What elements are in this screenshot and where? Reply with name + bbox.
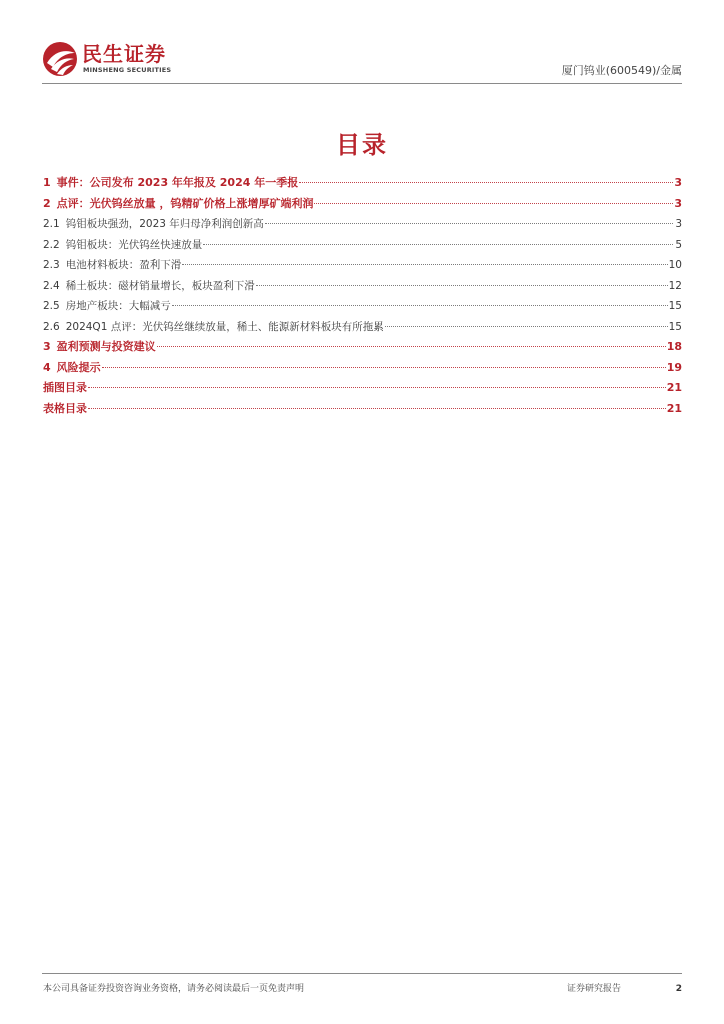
toc-leader-dots	[314, 201, 673, 204]
toc-entry-text: 点评：光伏钨丝放量 ，钨精矿价格上涨增厚矿端利润	[56, 196, 314, 210]
toc-entry-number: 2.6	[43, 320, 60, 333]
company-logo	[42, 40, 242, 80]
toc-entry-number: 2.3	[43, 259, 60, 271]
toc-entry-page: 18	[666, 340, 682, 353]
toc-entry-page: 15	[668, 300, 682, 312]
table-of-contents	[43, 173, 682, 419]
toc-entry[interactable]	[43, 276, 682, 297]
toc-entry[interactable]	[43, 296, 682, 317]
toc-entry-number: 2.1	[43, 218, 60, 230]
toc-entry-text: 盈利预测与投资建议	[56, 340, 156, 353]
toc-entry[interactable]	[43, 255, 682, 276]
toc-entry-page: 3	[674, 196, 682, 210]
toc-entry[interactable]	[43, 194, 682, 215]
toc-leader-dots	[299, 180, 673, 183]
toc-leader-dots	[182, 262, 667, 265]
toc-entry-number: 4	[43, 360, 51, 374]
logo-text-en: MINSHENG SECURITIES	[83, 66, 172, 74]
toc-entry-number: 3	[43, 340, 51, 353]
toc-entry-text: 钨钼板块强劲，2023 年归母净利润创新高	[65, 218, 264, 230]
footer-divider	[42, 973, 682, 974]
footer-doc-type: 证券研究报告	[567, 984, 622, 994]
toc-leader-dots	[102, 365, 666, 368]
toc-entry[interactable]	[43, 214, 682, 235]
toc-entry[interactable]	[43, 358, 682, 379]
toc-entry-text: 钨钼板块：光伏钨丝快速放量	[65, 238, 203, 251]
toc-entry-title	[43, 235, 202, 256]
toc-entry-page: 3	[674, 176, 682, 189]
toc-entry-page: 21	[666, 381, 682, 394]
toc-entry-number: 1	[43, 176, 51, 189]
toc-entry-text: 表格目录	[43, 401, 87, 415]
toc-leader-dots	[157, 344, 666, 347]
toc-entry[interactable]	[43, 378, 682, 399]
toc-entry[interactable]	[43, 235, 682, 256]
toc-entry-page: 21	[666, 401, 682, 415]
toc-entry-title	[43, 276, 255, 297]
header-divider	[42, 83, 682, 84]
logo-text-cn: 民生证券	[82, 42, 166, 66]
toc-entry-title	[43, 255, 181, 276]
minsheng-logo-icon	[42, 41, 78, 77]
toc-entry-text: 插图目录	[43, 381, 87, 394]
toc-entry-number: 2.2	[43, 238, 60, 251]
toc-entry-number: 2.4	[43, 279, 60, 292]
toc-entry-title	[43, 337, 156, 358]
toc-entry-text: 房地产板块：大幅减亏	[65, 300, 171, 312]
toc-entry-title	[43, 173, 298, 194]
toc-entry-title	[43, 194, 313, 215]
toc-entry-page: 19	[666, 360, 682, 374]
toc-entry[interactable]	[43, 337, 682, 358]
page-title: 目录	[336, 131, 388, 159]
toc-entry-text: 稀土板块：磁材销量增长，板块盈利下滑	[65, 279, 255, 292]
toc-entry-title	[43, 214, 264, 235]
toc-entry[interactable]	[43, 399, 682, 420]
toc-entry[interactable]	[43, 173, 682, 194]
toc-leader-dots	[385, 324, 668, 327]
toc-leader-dots	[265, 221, 673, 224]
toc-entry-page: 10	[668, 259, 682, 271]
toc-entry[interactable]	[43, 317, 682, 338]
toc-entry-title	[43, 399, 87, 420]
toc-leader-dots	[88, 406, 666, 409]
toc-entry-title	[43, 296, 171, 317]
toc-entry-page: 12	[668, 279, 682, 292]
toc-entry-page: 15	[668, 320, 682, 333]
toc-leader-dots	[203, 242, 673, 245]
toc-entry-number: 2.5	[43, 300, 60, 312]
toc-entry-text: 风险提示	[56, 360, 101, 374]
page-header	[42, 40, 682, 84]
toc-entry-title	[43, 378, 87, 399]
page-number: 2	[675, 984, 682, 994]
toc-entry-text: 事件：公司发布 2023 年年报及 2024 年一季报	[56, 176, 299, 189]
toc-entry-page: 5	[675, 238, 682, 251]
toc-entry-text: 2024Q1 点评：光伏钨丝继续放量，稀土、能源新材料板块有所拖累	[65, 320, 384, 333]
toc-leader-dots	[88, 385, 666, 388]
toc-entry-text: 电池材料板块：盈利下滑	[65, 259, 182, 271]
toc-entry-number: 2	[43, 196, 51, 210]
toc-entry-title	[43, 358, 101, 379]
toc-entry-title	[43, 317, 384, 338]
footer-disclaimer: 本公司具备证券投资咨询业务资格，请务必阅读最后一页免责声明	[43, 984, 305, 994]
toc-entry-page: 3	[675, 218, 682, 230]
toc-leader-dots	[172, 303, 668, 306]
toc-leader-dots	[256, 283, 668, 286]
report-subject: 厦门钨业(600549)/金属	[561, 64, 682, 77]
